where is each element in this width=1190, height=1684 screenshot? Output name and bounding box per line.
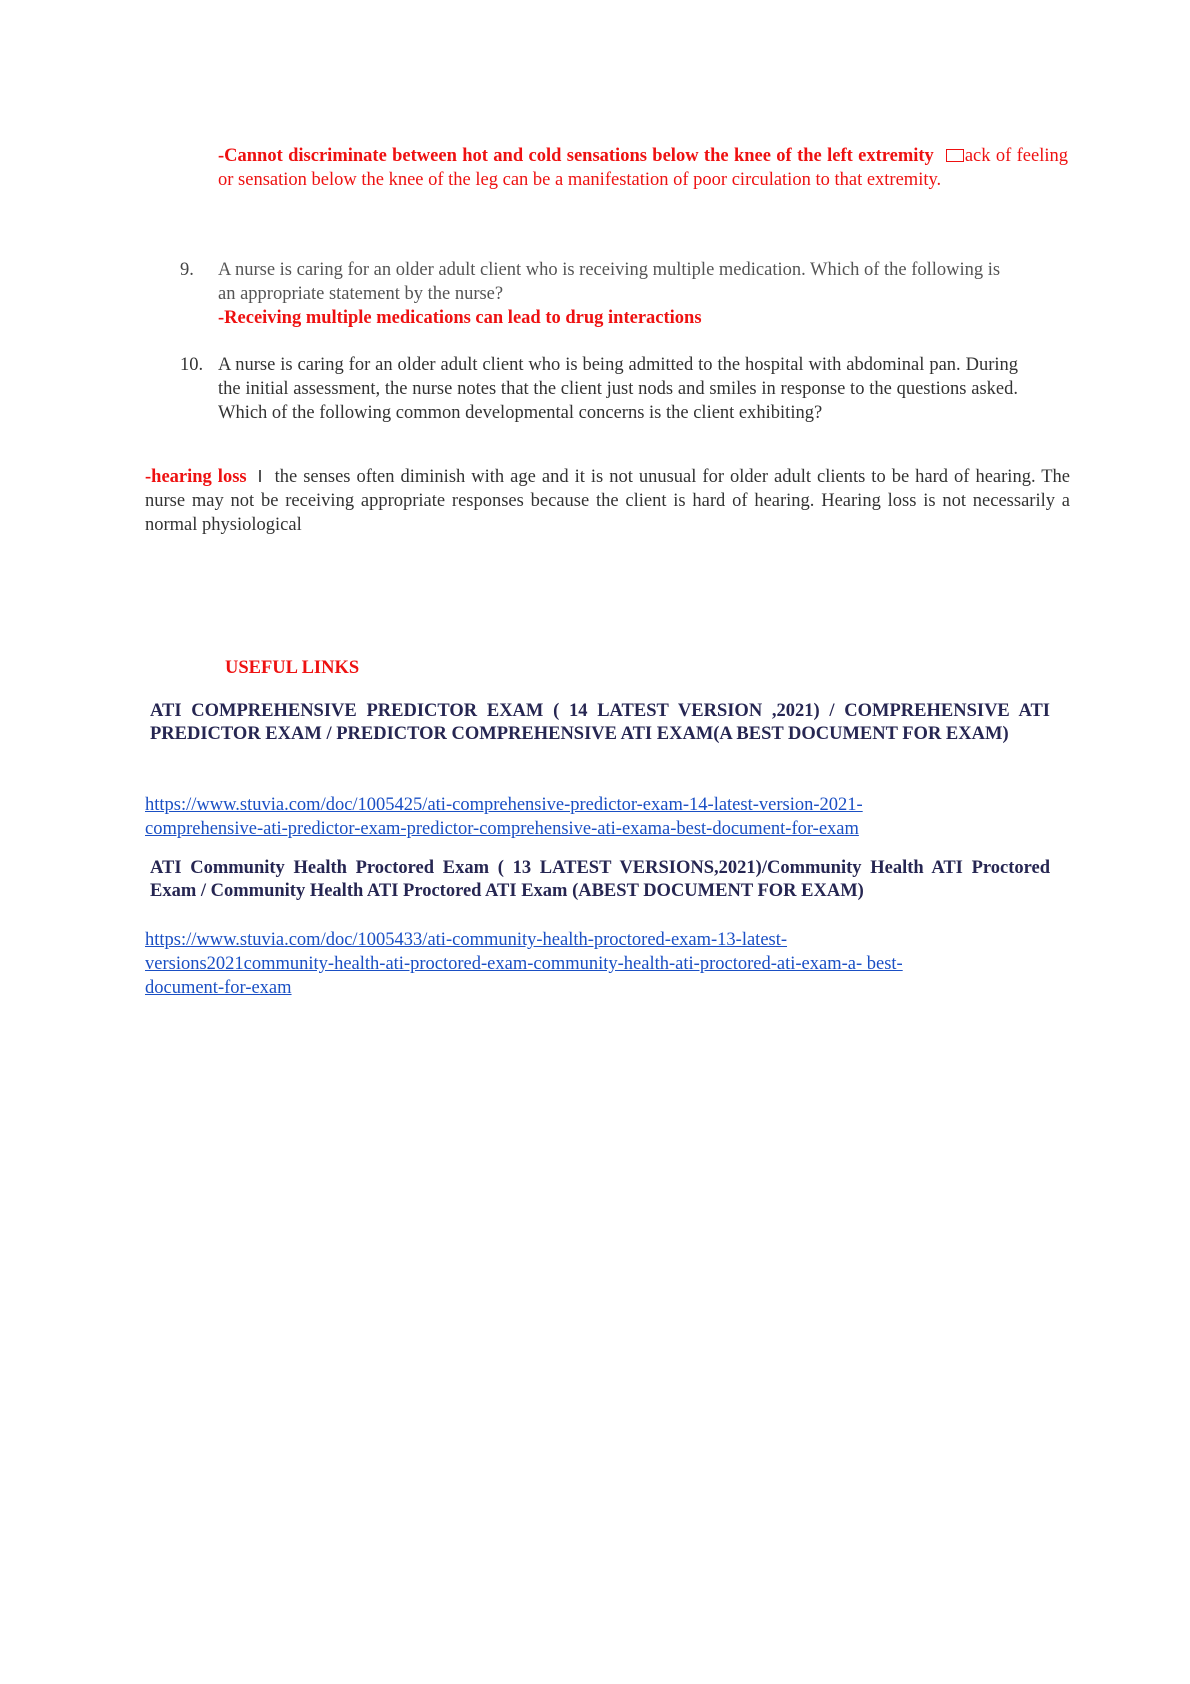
link-url-1[interactable]	[145, 793, 1045, 841]
useful-links-heading: USEFUL LINKS	[225, 658, 360, 678]
q10-number: 10.	[180, 355, 204, 375]
q9-number: 9.	[180, 260, 194, 280]
link-url-1-line2[interactable]: comprehensive-ati-predictor-exam-predictor-comprehensive-ati-exama-best-document-for-exam	[145, 819, 859, 839]
q8-rationale: ack of feeling or sensation below the knee of the leg can be a manifestation of poor circulation to that extremity.	[218, 146, 1068, 190]
link-url-2-line1[interactable]: https://www.stuvia.com/doc/1005433/ati-community-health-proctored-exam-13-latest-	[145, 930, 788, 950]
link-title-2: ATI Community Health Proctored Exam ( 13 LATEST VERSIONS,2021)/Community Health ATI Proctored Exam / Community Health ATI Proctored ATI Exam (ABEST DOCUMENT FOR EXAM)	[150, 858, 1050, 901]
q9-answer: -Receiving multiple medications can lead to drug interactions	[218, 308, 702, 328]
q10-rationale: the senses often diminish with age and it is not unusual for older adult clients to be hard of hearing. The nurse may not be receiving appropriate responses because the client is hard of hearing. Hearing loss is not necessarily a normal physiological	[145, 467, 1071, 535]
q8-answer	[218, 144, 1068, 192]
q10-answer	[145, 465, 1070, 537]
checkbox-glyph-icon	[946, 149, 964, 162]
link-title-1: ATI COMPREHENSIVE PREDICTOR EXAM ( 14 LATEST VERSION ,2021) / COMPREHENSIVE ATI PREDICTOR EXAM / PREDICTOR COMPREHENSIVE ATI EXAM(A BEST DOCUMENT FOR EXAM)	[150, 701, 1050, 744]
q10-question: A nurse is caring for an older adult client who is being admitted to the hospital with abdominal pan. During the initial assessment, the nurse notes that the client just nods and smiles in response to the questions asked. Which of the following common developmental concerns is the client exhibiting?	[218, 355, 1018, 423]
q9-question: A nurse is caring for an older adult client who is receiving multiple medication. Which of the following is an appropriate statement by the nurse?	[218, 260, 1001, 304]
link-url-1-line1[interactable]: https://www.stuvia.com/doc/1005425/ati-comprehensive-predictor-exam-14-latest-version-2021-	[145, 795, 863, 815]
separator-bar-icon	[259, 470, 261, 482]
link-url-2-line3[interactable]: document-for-exam	[145, 978, 292, 998]
q9-block	[218, 258, 1018, 330]
link-url-2-line2[interactable]: versions2021community-health-ati-proctored-exam-community-health-ati-proctored-ati-exam-a- best-	[145, 954, 903, 974]
q8-answer-bold: -Cannot discriminate between hot and cold sensations below the knee of the left extremity	[218, 146, 934, 166]
q10-answer-bold: -hearing loss	[145, 467, 247, 487]
link-url-2[interactable]	[145, 928, 1045, 1000]
